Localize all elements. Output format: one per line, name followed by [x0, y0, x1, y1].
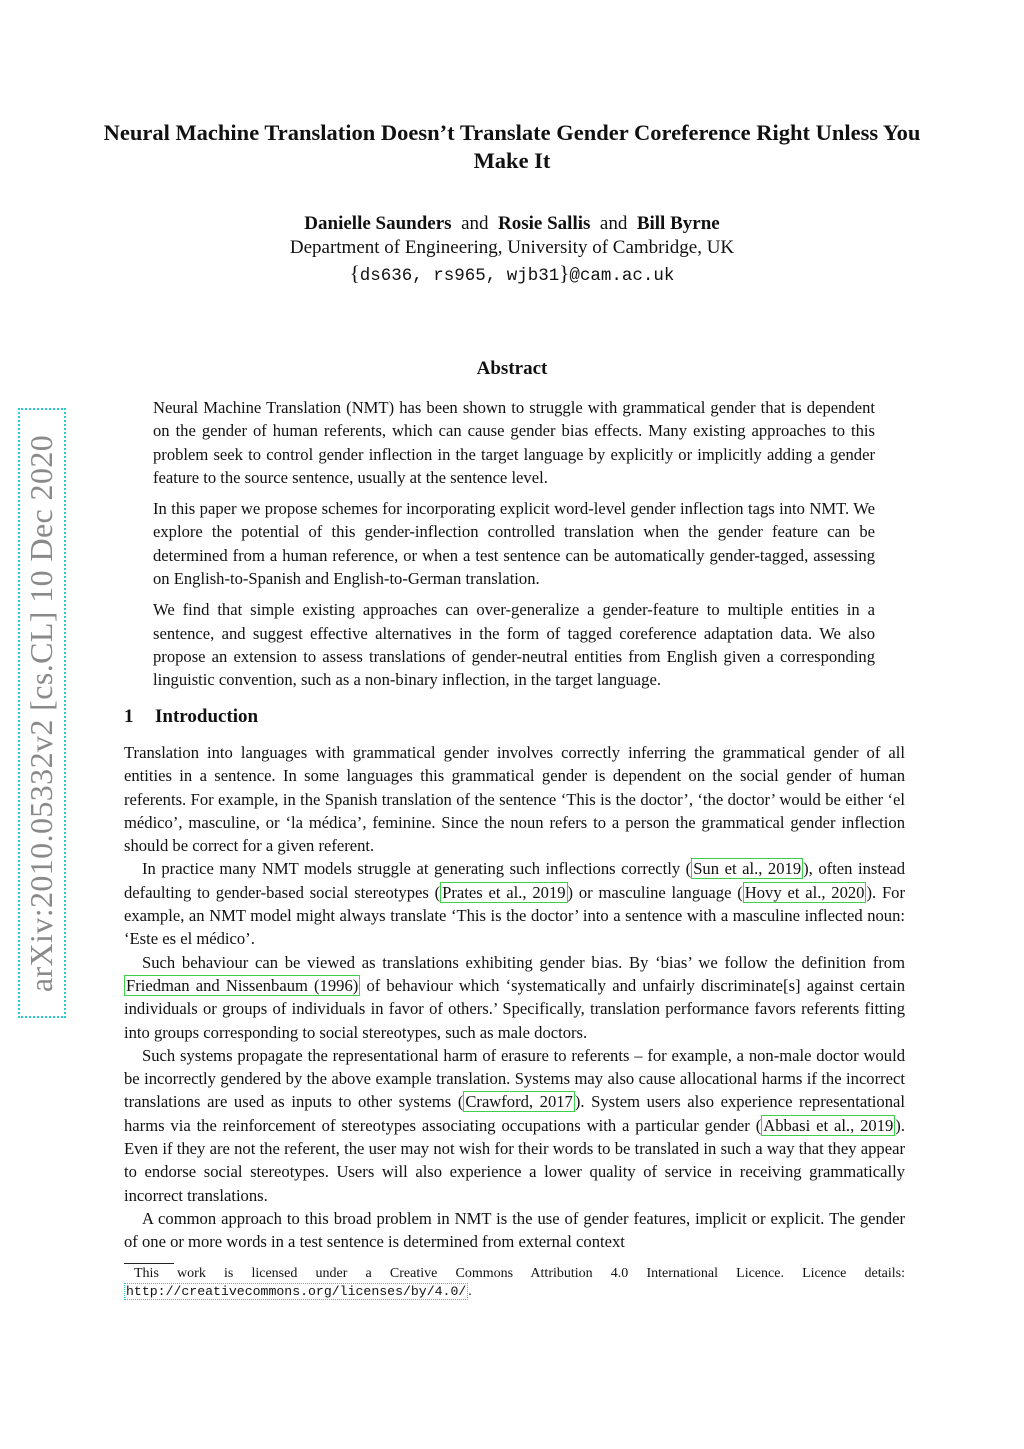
arxiv-identifier-text: arXiv:2010.05332v2 [cs.CL] 10 Dec 2020	[23, 434, 60, 992]
citation-link[interactable]: Sun et al., 2019	[693, 859, 802, 879]
citation-link[interactable]: Friedman and Nissenbaum (1996)	[126, 975, 359, 995]
body-paragraph	[124, 1044, 905, 1207]
abstract-body	[153, 396, 875, 700]
text-run: of behaviour which ‘systematically and unfairly discriminate[s] against certain individuals or groups of individuals in favor of others.’ Specifically, translation performance favors referents fitting into groups corresponding to social stereotypes, such as male doctors.	[124, 975, 905, 1042]
text-run: ). Even if they are not the referent, the user may not wish for their words to be translated in such a way that they appear to endorse social stereotypes. Users will also experience a lower quality of service in receiving grammatically incorrect translations.	[124, 1115, 905, 1205]
abstract-heading: Abstract	[476, 358, 548, 379]
introduction-body	[124, 741, 905, 1254]
section-number: 1	[124, 706, 134, 727]
email-users: ds636, rs965, wjb31	[359, 266, 560, 286]
author-connector: and	[599, 213, 628, 234]
author-emails	[100, 261, 924, 288]
citation-link[interactable]: Hovy et al., 2020	[744, 882, 865, 902]
license-footnote	[124, 1265, 905, 1301]
author-affiliation: Department of Engineering, University of Cambridge, UK	[289, 237, 735, 258]
email-brace-open: {	[349, 261, 360, 285]
paper-title: Neural Machine Translation Doesn’t Translate Gender Coreference Right Unless You Make It	[103, 120, 921, 173]
text-run: ), often instead defaulting to gender-based social stereotypes (	[124, 859, 906, 902]
author-name: Rosie Sallis	[498, 213, 591, 234]
body-paragraph	[124, 857, 905, 950]
body-paragraph	[124, 951, 905, 1044]
citation-link[interactable]: Prates et al., 2019	[442, 882, 566, 902]
citation-link[interactable]: Abbasi et al., 2019	[763, 1115, 894, 1135]
text-run: Such behaviour can be viewed as translations exhibiting gender bias. By ‘bias’ we follow the definition from	[142, 952, 905, 972]
email-domain: @cam.ac.uk	[569, 266, 675, 286]
abstract-paragraph: Neural Machine Translation (NMT) has been shown to struggle with grammatical gender that is dependent on the gender of human referents, which can cause gender bias effects. Many existing approaches to this problem seek to control gender inflection in the target language by explicitly or implicitly adding a gender feature to the source sentence, usually at the sentence level.	[153, 398, 875, 487]
section-heading-introduction	[124, 705, 904, 729]
email-brace-close: }	[559, 261, 570, 285]
author-connector: and	[461, 213, 489, 234]
abstract-paragraph: We find that simple existing approaches can over-generalize a gender-feature to multiple entities in a sentence, and suggest effective alternatives in the form of tagged coreference adaptation data. We also propose an extension to assess translations of gender-neutral entities from English given a corresponding linguistic convention, such as a non-binary inflection, in the target language.	[153, 600, 875, 690]
text-run: In practice many NMT models struggle at generating such inflections correctly (	[142, 859, 692, 879]
body-paragraph: A common approach to this broad problem in NMT is the use of gender features, implicit or explicit. The gender of one or more words in a test sentence is determined from external context	[124, 1208, 905, 1252]
text-run: Such systems propagate the representational harm of erasure to referents – for example, a non-male doctor would be incorrectly gendered by the above example translation. Systems may also cause allocational harms if the incorrect translations are used as inputs to other systems (	[124, 1045, 905, 1112]
license-url-link[interactable]: http://creativecommons.org/licenses/by/4.0/	[126, 1284, 467, 1299]
footnote-end: .	[468, 1284, 472, 1299]
text-run: ). For example, an NMT model might always translate ‘This is the doctor’ into a sentence with a masculine inflected noun: ‘Este es el médico’.	[124, 882, 906, 949]
section-title: Introduction	[155, 706, 259, 727]
author-name: Danielle Saunders	[304, 213, 452, 234]
footnote-rule	[124, 1263, 174, 1264]
footnote-text: This work is licensed under a Creative Commons Attribution 4.0 International Licence. Licence details:	[134, 1266, 905, 1281]
body-paragraph: Translation into languages with grammatical gender involves correctly inferring the grammatical gender of all entities in a sentence. In some languages this grammatical gender is dependent on the social gender of human referents. For example, in the Spanish translation of the sentence ‘This is the doctor’, ‘the doctor’ would be either ‘el médico’, masculine, or ‘la médica’, feminine. Since the noun refers to a person the grammatical gender inflection should be correct for a given referent.	[124, 743, 905, 856]
author-name: Bill Byrne	[636, 213, 720, 234]
author-list	[100, 212, 924, 236]
text-run: ) or masculine language (	[567, 882, 743, 902]
citation-link[interactable]: Crawford, 2017	[465, 1092, 573, 1112]
abstract-paragraph: In this paper we propose schemes for incorporating explicit word-level gender inflection tags into NMT. We explore the potential of this gender-inflection controlled translation when the gender feature can be determined from a human reference, or when a test sentence can be automatically gender-tagged, assessing on English-to-Spanish and English-to-German translation.	[153, 499, 875, 589]
text-run: ). System users also experience representational harms via the reinforcement of stereotypes associating occupations with a particular gender (	[124, 1092, 905, 1135]
arxiv-identifier-stamp[interactable]	[18, 408, 66, 1018]
